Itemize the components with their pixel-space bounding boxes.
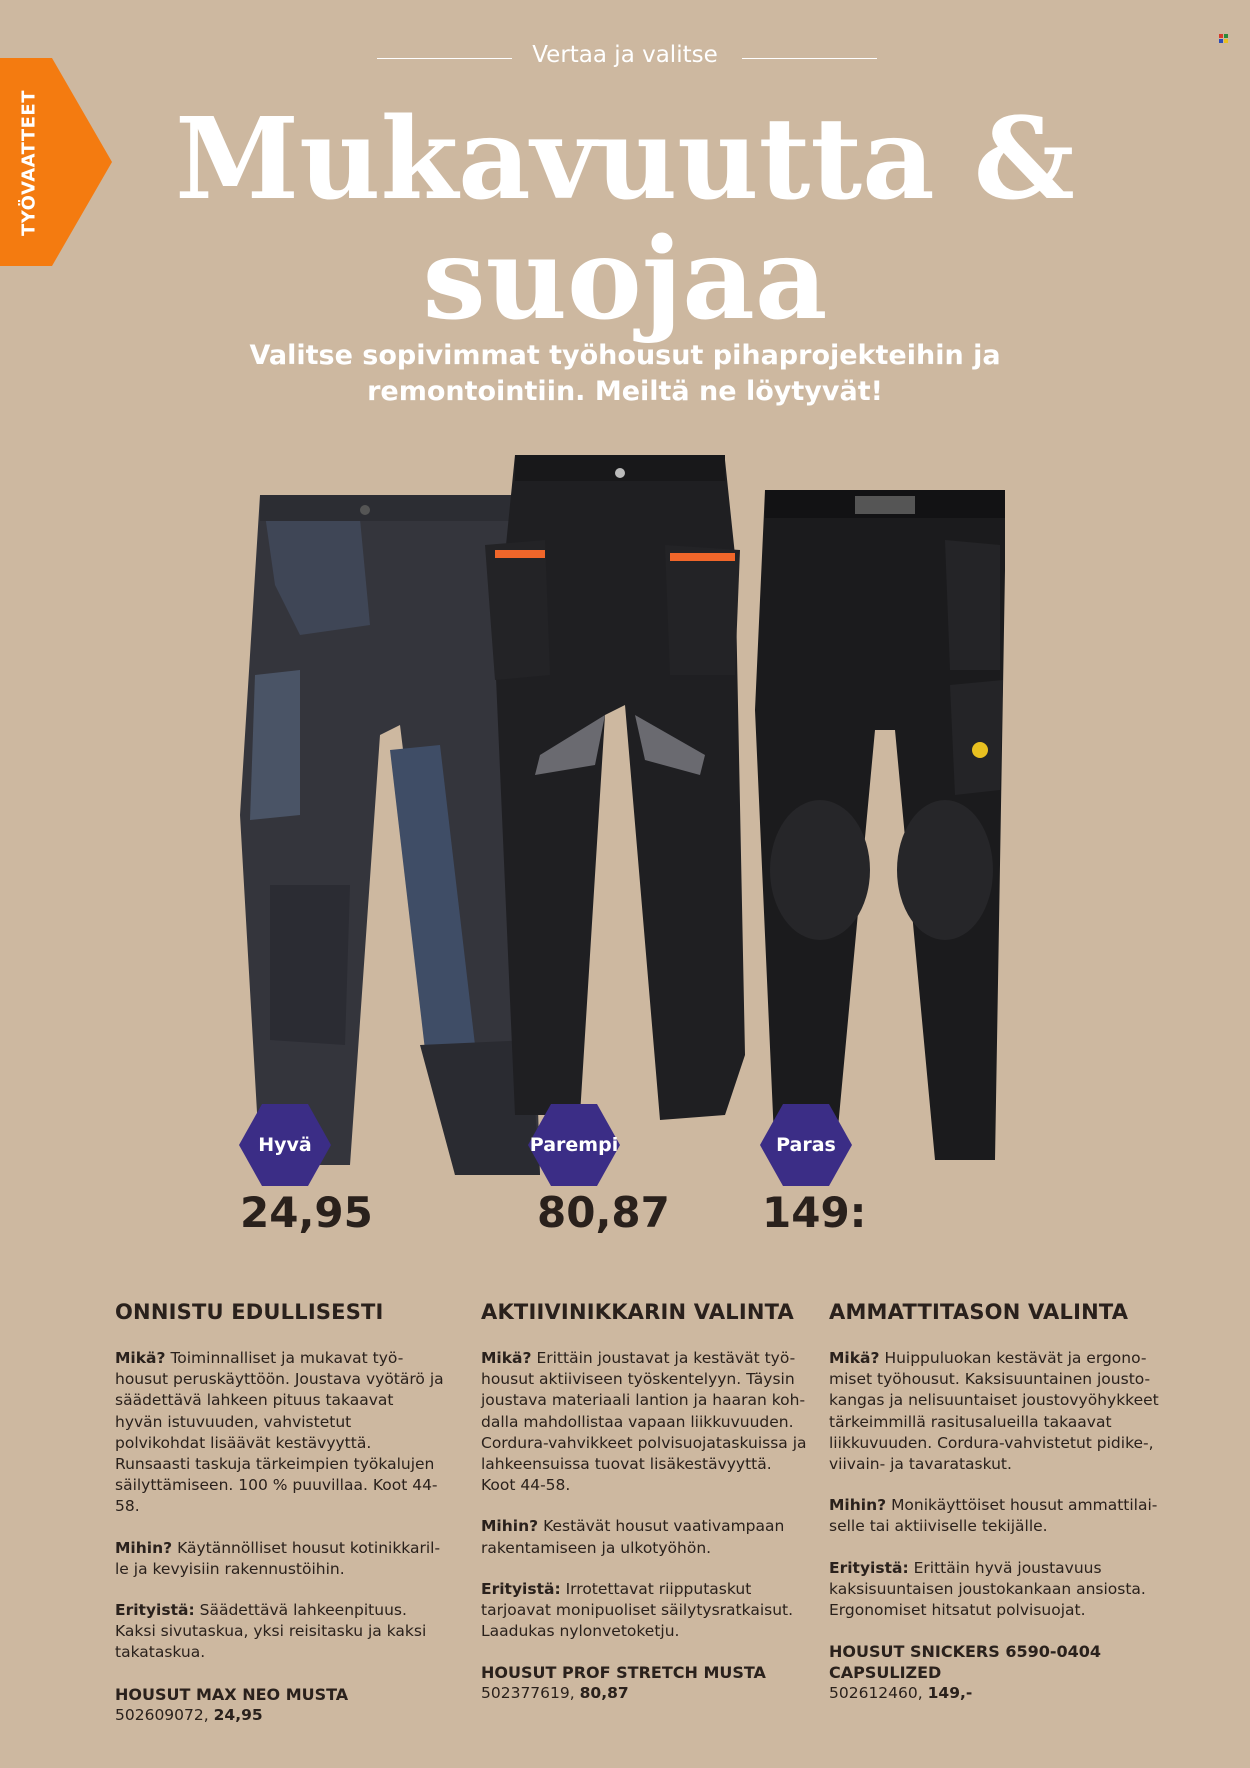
- pants-snickers-image: [755, 490, 1020, 1190]
- special-paragraph: [481, 1579, 811, 1643]
- price-max-neo: 24,95: [240, 1188, 373, 1237]
- kicker-line-right: [742, 58, 877, 59]
- where-paragraph: [829, 1495, 1159, 1537]
- special-paragraph: [829, 1558, 1159, 1622]
- what-paragraph: [829, 1348, 1159, 1475]
- what-text: Toiminnalliset ja mukavat työ-housut peruskäyttöön. Joustava vyötärö ja säädettävä lahkeen pituus takaavat hyvän istuvuuden, vahvistetut polvikohdat lisäävät kestävyyttä. Runsaasti taskuja tärkeimpien työkalujen säilyttämiseen. 100 % puuvillaa. Koot 44-58.: [115, 1349, 444, 1516]
- special-paragraph: [115, 1600, 445, 1664]
- product-column-3: [829, 1300, 1159, 1704]
- special-text: Säädettävä lahkeenpituus. Kaksi sivutaskua, yksi reisitasku ja kaksi takataskua.: [115, 1601, 427, 1662]
- special-text: Erittäin hyvä joustavuus kaksisuuntaisen joustokankaan ansiosta. Ergonomiset hitsatut polvisuojat.: [829, 1558, 1146, 1620]
- badge-parempi: [528, 1104, 620, 1186]
- where-text: Käytännölliset housut kotinikkaril-le ja kevyisiin rakennustöihin.: [115, 1538, 441, 1578]
- what-label: Mikä?: [115, 1349, 166, 1367]
- where-label: Mihin?: [829, 1496, 887, 1515]
- side-tab-label: TYÖVAATTEET: [18, 89, 40, 236]
- sku-number: 502612460,: [829, 1684, 923, 1703]
- product-name: HOUSUT MAX NEO MUSTA: [115, 1684, 349, 1704]
- subtitle-line-1: Valitse sopivimmat työhousut pihaprojekteihin ja: [249, 340, 1001, 371]
- badge-label: Parempi: [529, 1134, 619, 1156]
- where-label: Mihin?: [481, 1517, 539, 1536]
- price-snickers: 149:: [762, 1188, 867, 1237]
- badge-paras: [760, 1104, 852, 1186]
- title-line-2: suojaa: [422, 214, 828, 345]
- page-title: [0, 89, 1250, 345]
- sku-number: 502377619,: [481, 1684, 575, 1703]
- subtitle-line-2: remontointiin. Meiltä ne löytyvät!: [367, 376, 883, 407]
- product-sku: [829, 1683, 1159, 1704]
- pants-prof-stretch-image: [485, 455, 755, 1175]
- special-label: Erityistä:: [115, 1601, 195, 1620]
- column-heading: AKTIIVINIKKARIN VALINTA: [481, 1300, 794, 1324]
- what-paragraph: [115, 1348, 445, 1518]
- sku-price: 24,95: [213, 1705, 263, 1724]
- badge-label: Hyvä: [258, 1134, 312, 1156]
- sku-number: 502609072,: [115, 1705, 209, 1724]
- special-label: Erityistä:: [481, 1579, 561, 1598]
- sku-price: 149,-: [927, 1684, 973, 1703]
- what-text: Erittäin joustavat ja kestävät työ-housut aktiiviseen työskentelyyn. Täysin joustava materiaali lantion ja haaran koh-dalla mahdollistaa vapaan liikkuvuuden. Cordura-vahvikkeet polvisuojataskuissa ja lahkeensuissa tuovat lisäkestävyyttä. Koot 44-58.: [481, 1349, 807, 1495]
- column-heading: AMMATTITASON VALINTA: [829, 1300, 1129, 1324]
- sku-price: 80,87: [579, 1684, 629, 1703]
- where-label: Mihin?: [115, 1538, 173, 1557]
- what-paragraph: [481, 1348, 811, 1496]
- product-images: [240, 450, 1020, 1190]
- what-label: Mikä?: [829, 1349, 880, 1367]
- what-text: Huippuluokan kestävät ja ergono-miset työhousut. Kaksisuuntainen jousto-kangas ja nelisuuntaiset joustovyöhykkeet tärkeimmillä rasitusalueilla takaavat liikkuvuuden. Cordura-vahvistetut pidike-, viivain- ja tavarataskut.: [829, 1349, 1159, 1474]
- badge-hyva: [239, 1104, 331, 1186]
- column-heading: ONNISTU EDULLISESTI: [115, 1300, 384, 1324]
- title-line-1: Mukavuutta &: [175, 94, 1075, 225]
- kicker: Vertaa ja valitse: [532, 42, 718, 68]
- where-paragraph: [115, 1538, 445, 1580]
- badge-label: Paras: [776, 1134, 836, 1156]
- product-sku: [481, 1683, 811, 1704]
- product-name: HOUSUT PROF STRETCH MUSTA: [481, 1663, 766, 1683]
- where-paragraph: [481, 1516, 811, 1558]
- where-text: Kestävät housut vaativampaan rakentamiseen ja ulkotyöhön.: [481, 1517, 785, 1557]
- product-column-2: [481, 1300, 811, 1704]
- price-prof-stretch: 80,87: [537, 1188, 670, 1237]
- subtitle: [0, 338, 1250, 410]
- product-name: HOUSUT SNICKERS 6590-0404 CAPSULIZED: [829, 1642, 1102, 1683]
- where-text: Monikäyttöiset housut ammattilai-selle tai aktiiviselle tekijälle.: [829, 1496, 1158, 1536]
- what-label: Mikä?: [481, 1349, 532, 1367]
- special-text: Irrotettavat riipputaskut tarjoavat monipuoliset säilytysratkaisut. Laadukas nylonvetoketju.: [481, 1579, 794, 1641]
- product-sku: [115, 1705, 445, 1726]
- product-column-1: [115, 1300, 445, 1726]
- special-label: Erityistä:: [829, 1558, 909, 1577]
